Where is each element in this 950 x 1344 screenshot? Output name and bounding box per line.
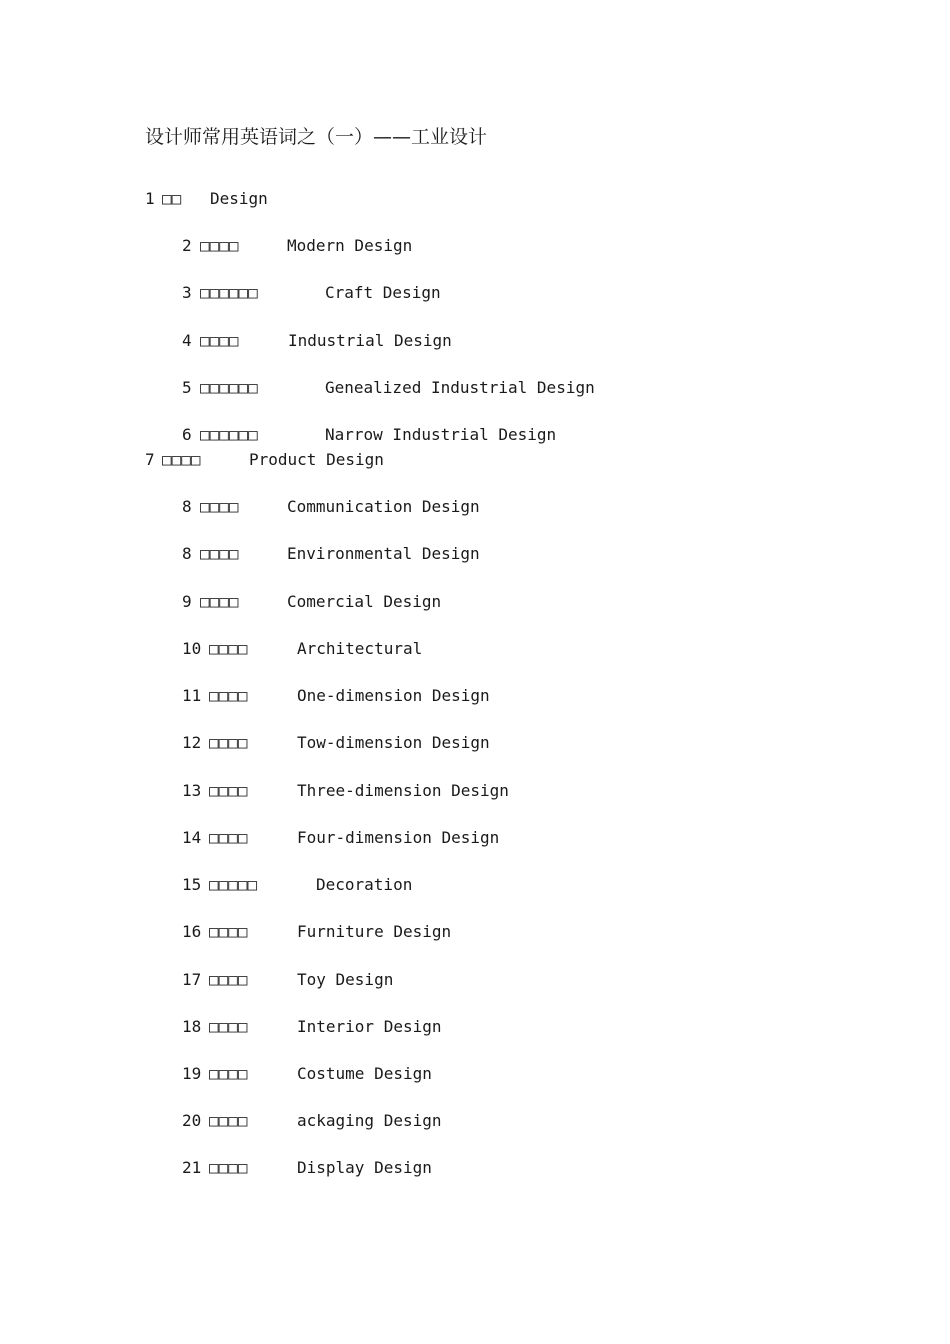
term-english: Product Design: [249, 450, 384, 469]
term-row: [182, 1158, 432, 1178]
term-number: 13: [182, 781, 202, 800]
term-number: 12: [182, 733, 202, 752]
term-number: 18: [182, 1017, 202, 1036]
term-row: [182, 1111, 442, 1131]
term-english: Environmental Design: [287, 544, 480, 563]
term-number: 3: [182, 283, 192, 302]
term-row: [182, 331, 452, 351]
term-chinese: □□□□: [200, 497, 239, 516]
term-chinese: □□□□: [209, 1158, 248, 1177]
term-chinese: □□□□: [209, 1064, 248, 1083]
term-chinese: □□: [162, 189, 182, 208]
term-chinese: □□□□: [200, 592, 239, 611]
term-row: [182, 544, 480, 564]
term-row: [182, 970, 394, 990]
term-english: Toy Design: [297, 970, 394, 989]
term-english: Narrow Industrial Design: [325, 425, 557, 444]
term-row: [182, 828, 500, 848]
term-row: [182, 781, 509, 801]
term-english: Display Design: [297, 1158, 432, 1177]
term-chinese: □□□□: [200, 236, 239, 255]
term-english: Design: [210, 189, 268, 208]
term-row: [182, 1017, 442, 1037]
term-row: [182, 378, 595, 398]
term-row: [182, 922, 452, 942]
term-english: Communication Design: [287, 497, 480, 516]
term-chinese: □□□□□□: [200, 425, 258, 444]
term-number: 4: [182, 331, 192, 350]
term-number: 7: [145, 450, 155, 469]
term-chinese: □□□□: [209, 828, 248, 847]
term-row: [182, 733, 490, 753]
term-chinese: □□□□: [209, 922, 248, 941]
term-english: Architectural: [297, 639, 423, 658]
term-row: [182, 236, 413, 256]
term-row: [145, 189, 268, 209]
term-chinese: □□□□□□: [200, 283, 258, 302]
term-number: 8: [182, 544, 192, 563]
term-chinese: □□□□: [209, 733, 248, 752]
term-number: 17: [182, 970, 202, 989]
term-english: ackaging Design: [297, 1111, 442, 1130]
term-row: [145, 450, 384, 470]
term-row: [182, 497, 480, 517]
term-english: Comercial Design: [287, 592, 442, 611]
page-title: 设计师常用英语词之（一）——工业设计: [145, 126, 488, 148]
term-row: [182, 639, 423, 659]
term-chinese: □□□□: [209, 781, 248, 800]
term-number: 11: [182, 686, 202, 705]
term-chinese: □□□□: [200, 331, 239, 350]
term-number: 5: [182, 378, 192, 397]
term-chinese: □□□□□: [209, 875, 258, 894]
term-row: [182, 875, 413, 895]
term-english: Three-dimension Design: [297, 781, 509, 800]
term-row: [182, 1064, 432, 1084]
term-chinese: □□□□: [209, 970, 248, 989]
term-chinese: □□□□: [162, 450, 201, 469]
term-row: [182, 592, 442, 612]
term-english: Craft Design: [325, 283, 441, 302]
term-chinese: □□□□: [209, 1111, 248, 1130]
term-number: 8: [182, 497, 192, 516]
term-english: Modern Design: [287, 236, 413, 255]
term-english: Genealized Industrial Design: [325, 378, 595, 397]
term-number: 19: [182, 1064, 202, 1083]
term-english: Interior Design: [297, 1017, 442, 1036]
term-chinese: □□□□□□: [200, 378, 258, 397]
term-number: 10: [182, 639, 202, 658]
term-row: [182, 425, 557, 445]
term-number: 1: [145, 189, 155, 208]
term-english: Tow-dimension Design: [297, 733, 490, 752]
term-row: [182, 686, 490, 706]
term-english: One-dimension Design: [297, 686, 490, 705]
term-english: Furniture Design: [297, 922, 452, 941]
term-number: 20: [182, 1111, 202, 1130]
term-chinese: □□□□: [209, 1017, 248, 1036]
term-number: 2: [182, 236, 192, 255]
term-chinese: □□□□: [200, 544, 239, 563]
term-number: 21: [182, 1158, 202, 1177]
term-english: Decoration: [316, 875, 413, 894]
term-number: 16: [182, 922, 202, 941]
term-row: [182, 283, 441, 303]
term-english: Four-dimension Design: [297, 828, 500, 847]
term-number: 9: [182, 592, 192, 611]
term-number: 14: [182, 828, 202, 847]
term-number: 15: [182, 875, 202, 894]
term-chinese: □□□□: [209, 686, 248, 705]
term-english: Costume Design: [297, 1064, 432, 1083]
term-chinese: □□□□: [209, 639, 248, 658]
term-english: Industrial Design: [288, 331, 452, 350]
term-number: 6: [182, 425, 192, 444]
